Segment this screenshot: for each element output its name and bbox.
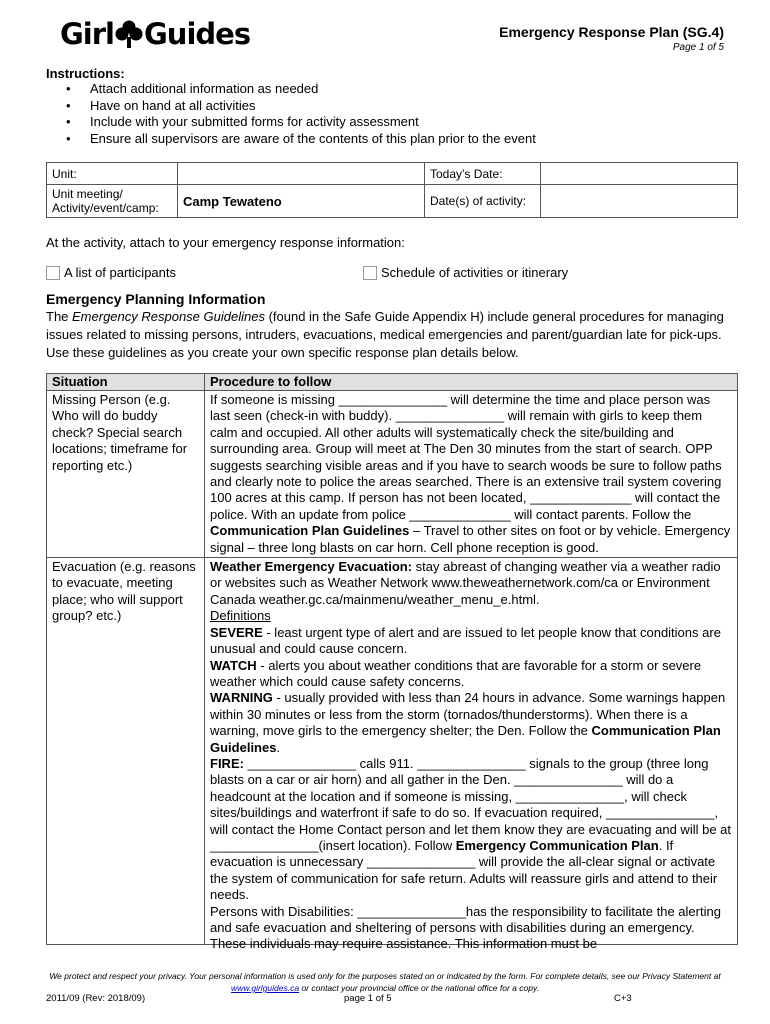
logo-text-guides: Guides [144, 17, 251, 51]
instructions-block [46, 66, 536, 147]
checkbox-participants-label: A list of participants [64, 265, 176, 280]
unit-info-table [46, 162, 738, 218]
privacy-link[interactable]: www.girlguides.ca [231, 983, 300, 993]
disabilities-paragraph: Persons with Disabilities: _______________has the responsibility to facilitate the alerting and safe evacuation and sheltering of persons with disabilities during an emergency. These individuals may require assistance. This information must be [210, 903, 721, 952]
checkbox-schedule[interactable] [363, 265, 568, 280]
privacy-text-end: or contact your provincial office or the national office for a copy. [299, 983, 539, 993]
activity-dates-label: Date(s) of activity: [425, 185, 541, 218]
footer-code: C+3 [614, 993, 632, 1004]
unit-field[interactable] [178, 163, 425, 185]
fire-label: FIRE: [210, 755, 244, 771]
weather-text: stay abreast of changing weather via a weather radio or websites such as Weather Network www.theweathernetwork.com/ca or Environment Canada weather.gc.ca/mainmenu/weather_menu_e.html. [210, 559, 721, 607]
page-indicator: Page 1 of 5 [672, 42, 724, 53]
list-item: • Include with your submitted forms for activity assessment [90, 114, 536, 131]
severe-text: - least urgent type of alert and are issued to let people know that conditions are unusual and could cause concern. [210, 624, 721, 657]
warning-end: . [276, 739, 281, 755]
procedure-evacuation[interactable] [205, 558, 738, 952]
definitions-heading: Definitions [210, 608, 271, 624]
checkbox-schedule-box[interactable] [363, 266, 377, 280]
procedure-missing-person[interactable] [205, 391, 738, 558]
severe-paragraph [210, 625, 732, 658]
activity-dates-field[interactable] [541, 185, 738, 218]
situation-evacuation: Evacuation (e.g. reasons to evacuate, meeting place; who will support group? etc.) [47, 558, 205, 945]
fire-communication-plan: Emergency Communication Plan [455, 837, 659, 853]
watch-paragraph [210, 658, 732, 691]
unit-label: Unit: [47, 163, 178, 185]
revision-date: 2011/09 (Rev: 2018/09) [46, 993, 146, 1004]
attach-instructions: At the activity, attach to your emergency response information: [46, 235, 405, 250]
checkbox-schedule-label: Schedule of activities or itinerary [381, 265, 569, 280]
meeting-field[interactable]: Camp Tewateno [178, 185, 425, 218]
trefoil-icon [115, 19, 143, 49]
procedure-text-end: – Travel to other sites on foot or by vehicle. Emergency signal – three long blasts on car horn. Cell phone reception is good. [210, 523, 731, 555]
intro-text: The [46, 309, 73, 324]
logo-text-girl: Girl [60, 17, 114, 51]
list-item: • Have on hand at all activities [90, 98, 536, 115]
warning-text: - usually provided with less than 24 hours in advance. Some warnings happen within 30 minutes or less from the storm (tornados/thunderstorms). When there is a warning, move girls to the emergency shelter; the Den. Follow the [210, 690, 726, 739]
list-item: • Attach additional information as needed [90, 81, 536, 98]
privacy-note [40, 970, 730, 994]
table-row [47, 391, 738, 558]
weather-paragraph [210, 559, 732, 608]
footer-page-number: page 1 of 5 [344, 993, 392, 1004]
watch-text: - alerts you about weather conditions that are favorable for a storm or severe weather which could cause safety concerns. [210, 657, 702, 689]
todays-date-label: Today’s Date: [425, 163, 541, 185]
intro-text-rest: (found in the Safe Guide Appendix H) include general procedures for managing issues related to missing persons, intruders, evacuations, medical emergencies and parent/guardian late for pick-ups. Use these guidelines as you create your own specific response plan details below. [46, 309, 724, 360]
fire-paragraph [210, 756, 732, 904]
procedure-text: If someone is missing _______________ will determine the time and place person was last seen (check-in with buddy). _______________ will remain with girls to keep them calm and occupied. All other adults will systematically check the site/building and surrounding area. Group will meet at The Den 30 minutes from the start of search. OPP suggests searching visible areas and if you have to search woods be sure to follow paths and clearly note to police the areas searched. There is an extensive trail system covering 100 acres at this camp. If person has not been located, ______________ will contact the police. With an update from police ______________ will contact parents. Follow the [210, 392, 722, 522]
document-title: Emergency Response Plan (SG.4) [499, 24, 724, 40]
procedure-bold: Communication Plan Guidelines [210, 523, 410, 539]
fire-text: _______________ calls 911. _______________ signals to the group (three long blasts on a car or air horn) and all gather in the Den. _______________ will do a headcount at the location and if someone is missing, _______________, will check sites/buildings and waterfront if safe to do so. If evacuation required, _______________, will contact the Home Contact person and let them know they are evacuating and will be at _______________(insert location). Follow [210, 755, 732, 853]
meeting-label-line2: Activity/event/camp: [52, 201, 159, 215]
weather-heading: Weather Emergency Evacuation: [210, 559, 413, 575]
meeting-label [47, 185, 178, 218]
evacuation-content [210, 559, 732, 952]
instructions-list [46, 81, 536, 147]
situation-missing-person: Missing Person (e.g. Who will do buddy check? Special search locations; timeframe for reporting etc.) [47, 391, 205, 558]
table-row [47, 558, 738, 945]
procedure-table [46, 373, 738, 952]
planning-intro [46, 308, 736, 362]
situation-header: Situation [47, 374, 205, 391]
meeting-label-line1: Unit meeting/ [52, 187, 123, 201]
instructions-heading: Instructions: [46, 66, 125, 81]
checkbox-participants-box[interactable] [46, 266, 60, 280]
warning-label: WARNING [210, 690, 273, 706]
privacy-text: We protect and respect your privacy. Your personal information is used only for the purposes stated on or indicated by the form. For complete details, see our Privacy Statement at [49, 971, 721, 981]
severe-label: SEVERE [210, 624, 263, 640]
list-item: • Ensure all supervisors are aware of the contents of this plan prior to the event [90, 131, 536, 148]
procedure-header: Procedure to follow [205, 374, 738, 391]
warning-paragraph [210, 690, 732, 756]
warning-guidelines: Communication Plan Guidelines [210, 723, 721, 755]
intro-guidelines-name: Emergency Response Guidelines [72, 309, 265, 324]
todays-date-field[interactable] [541, 163, 738, 185]
checkbox-participants[interactable] [46, 265, 176, 280]
fire-text-end: . If evacuation is unnecessary _______________ will provide the all-clear signal or activate the system of communication for safe return. Adults will reassure girls and attend to their needs. [210, 837, 718, 903]
girl-guides-logo [60, 14, 250, 54]
watch-label: WATCH [210, 657, 257, 673]
section-title: Emergency Planning Information [46, 291, 266, 307]
